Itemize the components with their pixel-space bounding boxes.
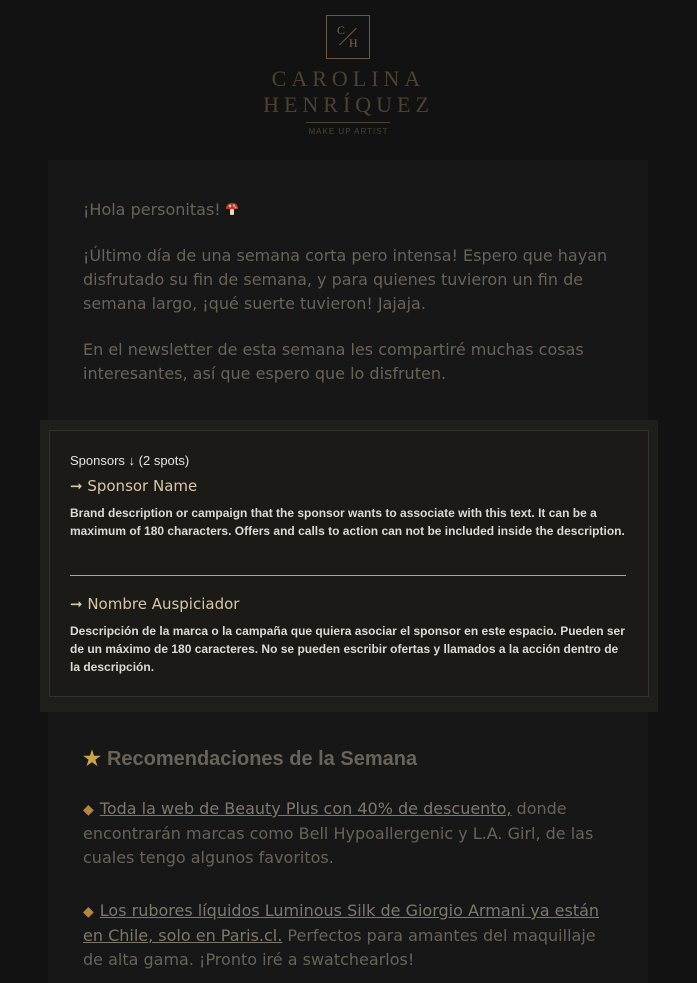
diamond-icon: ◆	[83, 802, 94, 818]
diamond-icon: ◆	[83, 904, 94, 920]
intro-paragraph-2: En el newsletter de esta semana les compartiré muchas cosas interesantes, así que espero que lo disfruten.	[83, 340, 584, 383]
logo-divider	[306, 122, 390, 123]
recommendation-item	[83, 797, 613, 870]
recommendations-title-text: Recomendaciones de la Semana	[106, 748, 418, 770]
sponsor-divider	[70, 575, 626, 576]
star-icon: ★	[83, 748, 101, 770]
greeting	[83, 198, 613, 222]
sponsors-box	[49, 430, 649, 697]
recommendations-title	[83, 746, 417, 771]
newsletter-logo	[0, 0, 697, 160]
monogram-letter-c: C	[337, 23, 346, 37]
intro-section	[48, 160, 648, 420]
mushroom-icon	[225, 202, 239, 216]
recommendation-item	[83, 899, 613, 972]
sponsor-title-1: ➞ Sponsor Name	[70, 477, 198, 495]
recommendation-text: donde encontrarán marcas como Bell Hypoallergenic y L.A. Girl, de las cuales tengo algunos favoritos.	[83, 799, 594, 867]
sponsor-description-2: Descripción de la marca o la campaña que quiera asociar el sponsor en este espacio. Pueden ser de un máximo de 180 caracteres. No se pueden escribir ofertas y llamados a la acción dentro de la descripción.	[70, 624, 625, 674]
logo-name-first: CAROLINA	[271, 66, 426, 91]
intro-paragraph-1: ¡Último día de una semana corta pero intensa! Espero que hayan disfrutado su fin de semana, y para quienes tuvieron un fin de semana largo, ¡qué suerte tuvieron! Jajaja.	[83, 246, 608, 313]
monogram-logo	[326, 15, 370, 59]
beauty-plus-link[interactable]: Toda la web de Beauty Plus con 40% de descuento,	[99, 799, 512, 818]
logo-tagline: MAKE UP ARTIST	[308, 127, 389, 136]
sponsors-header: Sponsors ↓ (2 spots)	[70, 453, 190, 468]
sponsors-section	[40, 420, 658, 712]
sponsor-title-2: ➞ Nombre Auspiciador	[70, 595, 240, 613]
logo-name-last: HENRÍQUEZ	[263, 92, 434, 117]
sponsor-description-1: Brand description or campaign that the sponsor wants to associate with this text. It can be a maximum of 180 characters. Offers and calls to action can not be included inside the description.	[70, 506, 625, 538]
recommendations-section	[48, 712, 648, 983]
recommendation-text: Perfectos para amantes del maquillaje de alta gama. ¡Pronto iré a swatchearlos!	[83, 926, 596, 969]
monogram-letter-h: H	[349, 36, 358, 50]
greeting-text: ¡Hola personitas!	[83, 200, 221, 219]
luminous-silk-link[interactable]: Los rubores líquidos Luminous Silk de Giorgio Armani ya están en Chile, solo en Paris.cl.	[83, 901, 600, 945]
